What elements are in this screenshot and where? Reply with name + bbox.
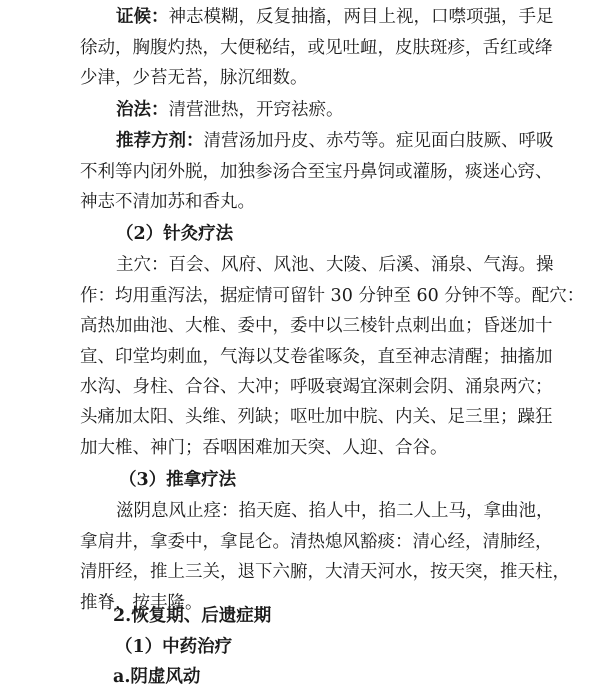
syndrome-text-1: 神志模糊，反复抽搐，两目上视，口噤项强，手足: [168, 7, 554, 27]
treatment-text: 清营泄热，开窍祛瘀。: [168, 100, 344, 120]
acupuncture-text-4: 宣、印堂均刺血，气海以艾卷雀啄灸，直至神志清醒；抽搐加: [80, 347, 553, 367]
massage-text-1: 滋阴息风止痉：掐天庭、掐人中，掐二人上马，拿曲池，: [116, 501, 554, 521]
acupuncture-text-7: 加大椎、神门；吞咽困难加天突、人迎、合谷。: [80, 438, 448, 458]
syndrome-paragraph-line-1: [116, 2, 554, 32]
acupuncture-heading: （2）针灸疗法: [116, 224, 234, 244]
acupuncture-text-6: 头痛加太阳、头维、列缺；呕吐加中脘、内关、足三里；躁狂: [80, 407, 553, 427]
massage-text-2: 拿肩井，拿委中，拿昆仑。清热熄风豁痰：清心经，清肺经，: [80, 532, 553, 552]
acupuncture-text-3: 高热加曲池、大椎、委中，委中以三棱针点刺出血；昏迷加十: [80, 316, 553, 336]
recovery-sub-heading: （1）中药治疗: [115, 637, 233, 657]
acupuncture-text-5: 水沟、身柱、合谷、大冲；呼吸衰竭宜深刺会阴、涌泉两穴；: [80, 377, 553, 397]
massage-text-3: 清肝经，推上三关，退下六腑，大清天河水，按天突，推天柱，: [80, 562, 570, 582]
massage-heading: （3）推拿疗法: [119, 470, 237, 490]
syndrome-label: 证候：: [116, 7, 169, 27]
recovery-heading: 2.恢复期、后遗症期: [113, 606, 272, 626]
syndrome-text-2: 徐动，胸腹灼热，大便秘结，或见吐衄，皮肤斑疹，舌红或绛: [80, 38, 553, 58]
prescription-text-1: 清营汤加丹皮、赤芍等。症见面白肢厥、呼吸: [203, 131, 554, 151]
massage-text-4: 推脊，按丰隆。: [80, 593, 203, 613]
syndrome-text-3: 少津，少苔无苔，脉沉细数。: [80, 68, 308, 88]
acupuncture-text-2: 作：均用重泻法，据症情可留针 30 分钟至 60 分钟不等。配穴：: [80, 286, 585, 306]
acupuncture-text-1: 主穴：百会、风府、风池、大陵、后溪、涌泉、气海。操: [116, 255, 554, 275]
treatment-paragraph: [116, 95, 520, 125]
prescription-label: 推荐方剂：: [116, 131, 204, 151]
prescription-text-3: 神志不清加苏和香丸。: [80, 192, 255, 212]
treatment-label: 治法：: [116, 100, 169, 120]
prescription-paragraph-line-1: [116, 126, 554, 156]
recovery-item-heading: a.阴虚风动: [113, 667, 201, 687]
prescription-text-2: 不利等内闭外脱，加独参汤合至宝丹鼻饲或灌肠，痰迷心窍、: [80, 162, 553, 182]
